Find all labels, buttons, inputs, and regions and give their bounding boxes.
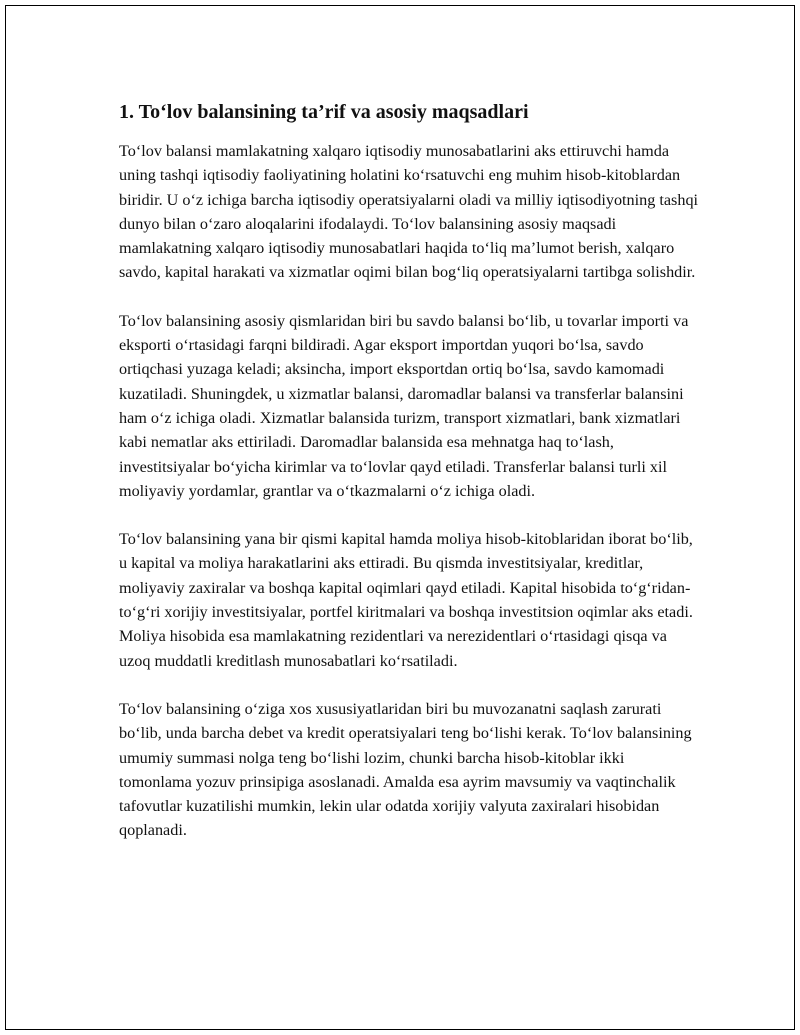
paragraph-3: To‘lov balansining yana bir qismi kapital hamda moliya hisob-kitoblaridan iborat bo‘lib, u kapital va moliya harakatlarini aks ettiradi. Bu qismda investitsiyalar, kreditlar, moliyaviy zaxiralar va boshqa kapital oqimlari qayd etiladi. Kapital hisobida to‘g‘ridan-to‘g‘ri xorijiy investitsiyalar, portfel kiritmalari va boshqa investitsion oqimlar aks etadi. Moliya hisobida esa mamlakatning rezidentlari va nerezidentlari o‘rtasidagi qisqa va uzoq muddatli kreditlash munosabatlari ko‘rsatiladi. xyxy=(119,530,693,670)
document-page xyxy=(5,5,795,1030)
paragraph-2: To‘lov balansining asosiy qismlaridan biri bu savdo balansi bo‘lib, u tovarlar importi va eksporti o‘rtasidagi farqni bildiradi. Agar eksport importdan yuqori bo‘lsa, savdo ortiqchasi yuzaga keladi; aksincha, import eksportdan ortiq bo‘lsa, savdo kamomadi kuzatiladi. Shuningdek, u xizmatlar balansi, daromadlar balansi va transferlar balansini ham o‘z ichiga oladi. Xizmatlar balansida turizm, transport xizmatlari, bank xizmatlari kabi nematlar aks ettiriladi. Daromadlar balansida esa mehnatga haq to‘lash, investitsiyalar bo‘yicha kirimlar va to‘lovlar qayd etiladi. Transferlar balansi turli xil moliyaviy yordamlar, grantlar va o‘tkazmalarni o‘z ichiga oladi. xyxy=(119,311,689,500)
paragraph-4: To‘lov balansining o‘ziga xos xususiyatlaridan biri bu muvozanatni saqlash zarurati bo‘lib, unda barcha debet va kredit operatsiyalari teng bo‘lishi kerak. To‘lov balansining umumiy summasi nolga teng bo‘lishi lozim, chunki barcha hisob-kitoblar ikki tomonlama yozuv prinsipiga asoslanadi. Amalda esa ayrim mavsumiy va vaqtinchalik tafovutlar kuzatilishi mumkin, lekin ular odatda xorijiy valyuta zaxiralari hisobidan qoplanadi. xyxy=(119,699,692,840)
section-heading: 1. To‘lov balansining ta’rif va asosiy maqsadlari xyxy=(119,101,529,123)
paragraph-1: To‘lov balansi mamlakatning xalqaro iqtisodiy munosabatlarini aks ettiruvchi hamda uning tashqi iqtisodiy faoliyatining holatini ko‘rsatuvchi eng muhim hisob-kitoblardan biridir. U o‘z ichiga barcha iqtisodiy operatsiyalarni oladi va milliy iqtisodiyotning tashqi dunyo bilan o‘zaro aloqalarini ifodalaydi. To‘lov balansining asosiy maqsadi mamlakatning xalqaro iqtisodiy munosabatlari haqida to‘liq ma’lumot berish, xalqaro savdo, kapital harakati va xizmatlar oqimi bilan bog‘liq operatsiyalarni tartibga solishdir. xyxy=(119,142,699,282)
document-body xyxy=(119,98,699,867)
